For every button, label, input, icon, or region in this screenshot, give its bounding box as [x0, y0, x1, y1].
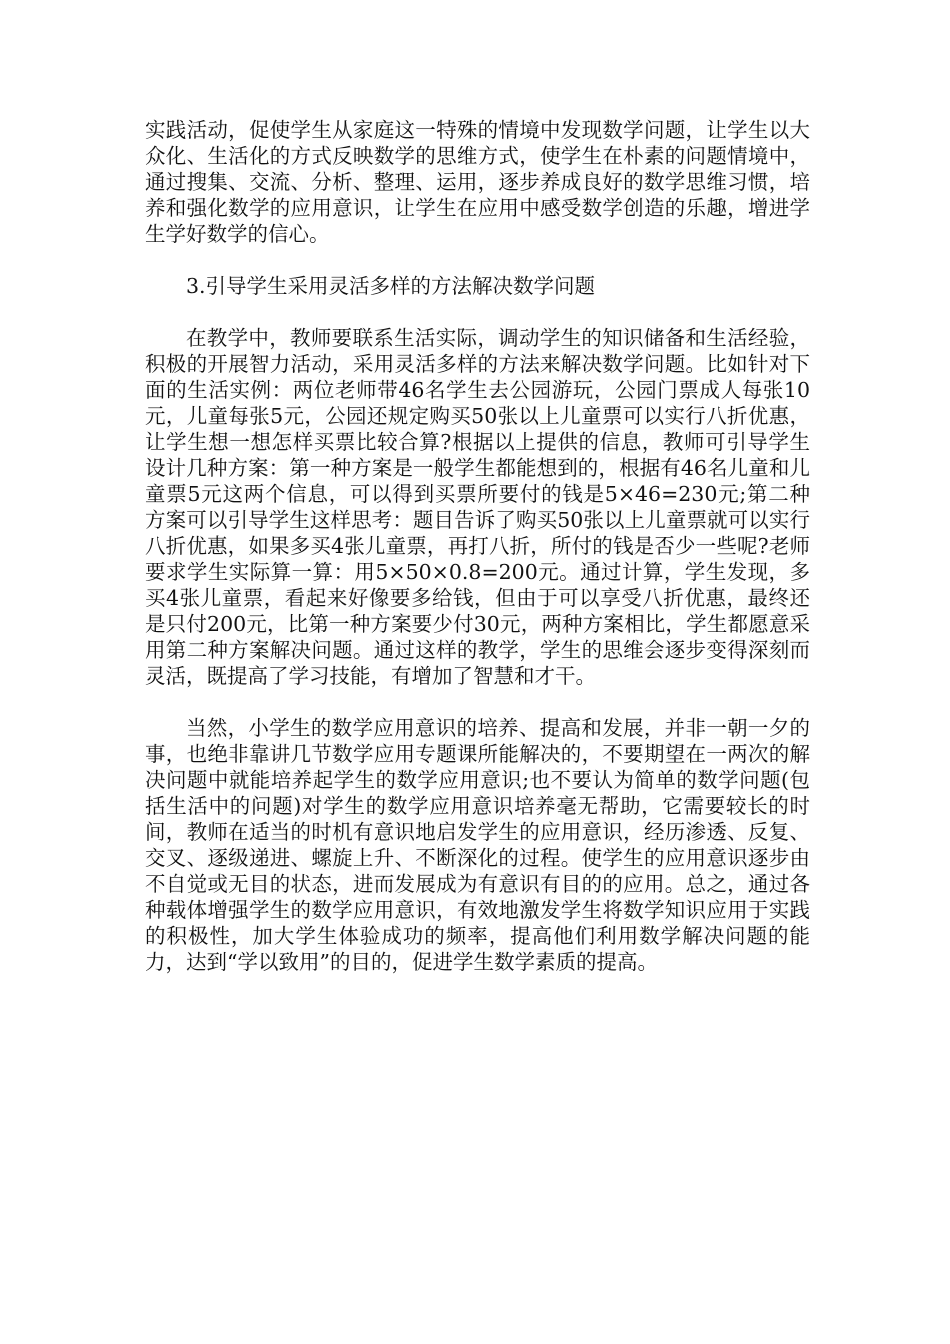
paragraph-continuation: 实践活动，促使学生从家庭这一特殊的情境中发现数学问题，让学生以大众化、生活化的方式反映数学的思维方式，使学生在朴素的问题情境中，通过搜集、交流、分析、整理、运用，逐步养成良好的数学思维习惯，培养和强化数学的应用意识，让学生在应用中感受数学创造的乐趣，增进学生学好数学的信心。 — [145, 118, 810, 246]
paragraph-example: 在教学中，教师要联系生活实际，调动学生的知识储备和生活经验，积极的开展智力活动，采用灵活多样的方法来解决数学问题。比如针对下面的生活实例：两位老师带46名学生去公园游玩，公园门票成人每张10元，儿童每张5元，公园还规定购买50张以上儿童票可以实行八折优惠，让学生想一想怎样买票比较合算?根据以上提供的信息，教师可引导学生设计几种方案：第一种方案是一般学生都能想到的，根据有46名儿童和儿童票5元这两个信息，可以得到买票所要付的钱是5×46=230元;第二种方案可以引导学生这样思考：题目告诉了购买50张以上儿童票就可以实行八折优惠，如果多买4张儿童票，再打八折，所付的钱是否少一些呢?老师要求学生实际算一算：用5×50×0.8=200元。通过计算，学生发现，多买4张儿童票，看起来好像要多给钱，但由于可以享受八折优惠，最终还是只付200元，比第一种方案要少付30元，两种方案相比，学生都愿意采用第二种方案解决问题。通过这样的教学，学生的思维会逐步变得深刻而灵活，既提高了学习技能，有增加了智慧和才干。 — [145, 326, 810, 688]
paragraph-conclusion: 当然，小学生的数学应用意识的培养、提高和发展，并非一朝一夕的事，也绝非靠讲几节数学应用专题课所能解决的，不要期望在一两次的解决问题中就能培养起学生的数学应用意识;也不要认为简单的数学问题(包括生活中的问题)对学生的数学应用意识培养毫无帮助，它需要较长的时间，教师在适当的时机有意识地启发学生的应用意识，经历渗透、反复、交叉、逐级递进、螺旋上升、不断深化的过程。使学生的应用意识逐步由不自觉或无目的状态，进而发展成为有意识有目的的应用。总之，通过各种载体增强学生的数学应用意识，有效地激发学生将数学知识应用于实践的积极性，加大学生体验成功的频率，提高他们利用数学解决问题的能力，达到“学以致用”的目的，促进学生数学素质的提高。 — [145, 716, 810, 974]
section-heading: 3.引导学生采用灵活多样的方法解决数学问题 — [186, 274, 596, 298]
document-body — [145, 117, 810, 975]
